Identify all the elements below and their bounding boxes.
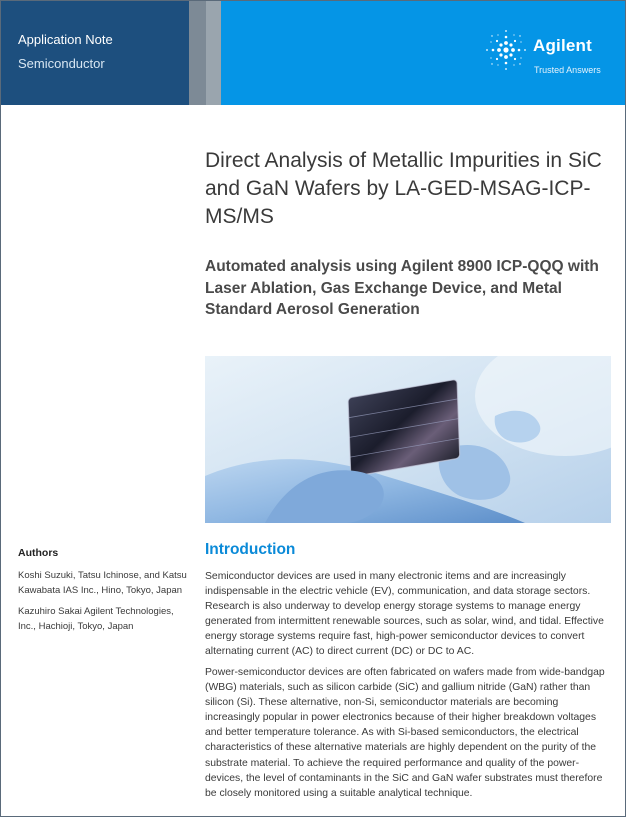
- spark-icon: [483, 27, 529, 73]
- category-label: Semiconductor: [18, 56, 105, 71]
- introduction-heading: Introduction: [205, 541, 296, 558]
- authors-heading: Authors: [18, 547, 59, 559]
- intro-paragraph-1: Semiconductor devices are used in many electronic items and are increasingly indispensable in the electric vehicle (EV), communication, and data storage sectors. Research is also underway to develop energy storage systems to manage energy generated from intermittent renewable sources, such as solar, wind, and tidal. Effective energy storage systems require fast, high-power semiconductor devices to convert alternating current (AC) to direct current (DC) or DC to AC.: [205, 571, 604, 658]
- doc-type-label: Application Note: [18, 32, 113, 47]
- page-subtitle: Automated analysis using Agilent 8900 ICP-QQQ with Laser Ablation, Gas Exchange Device, and Metal Standard Aerosol Generation: [205, 258, 599, 318]
- brand-tagline: Trusted Answers: [534, 65, 601, 75]
- author-group-ias: Koshi Suzuki, Tatsu Ichinose, and Katsu Kawabata IAS Inc., Hino, Tokyo, Japan: [18, 569, 187, 596]
- page-title: Direct Analysis of Metallic Impurities in SiC and GaN Wafers by LA-GED-MSAG-ICP-MS/MS: [205, 149, 602, 228]
- wafer-in-gloved-hand-image: [205, 356, 611, 523]
- author-group-agilent: Kazuhiro Sakai Agilent Technologies, Inc., Hachioji, Tokyo, Japan: [18, 605, 174, 632]
- header-band-dark: [1, 1, 189, 105]
- header-band-gray-light: [206, 1, 221, 105]
- agilent-logo: [483, 23, 603, 83]
- intro-paragraph-2: Power-semiconductor devices are often fabricated on wafers made from wide-bandgap (WBG) materials, such as silicon carbide (SiC) and gallium nitride (GaN) rather than silicon (Si). These alternative, non-Si, semiconductor materials are becoming increasingly popular in power electronics because of their higher breakdown voltages and better temperature tolerance. As with Si-based semiconductors, the electrical characteristics of these alternative materials are highly dependent on the purity of the substrate material. To achieve the required performance and quality of the power-devices, the level of contaminants in the SiC and GaN wafer substrates must therefore be closely monitored using a suitable analytical technique.: [205, 667, 605, 799]
- brand-name: Agilent: [533, 36, 593, 55]
- authors-section: [18, 546, 188, 640]
- header-band-gray: [189, 1, 206, 105]
